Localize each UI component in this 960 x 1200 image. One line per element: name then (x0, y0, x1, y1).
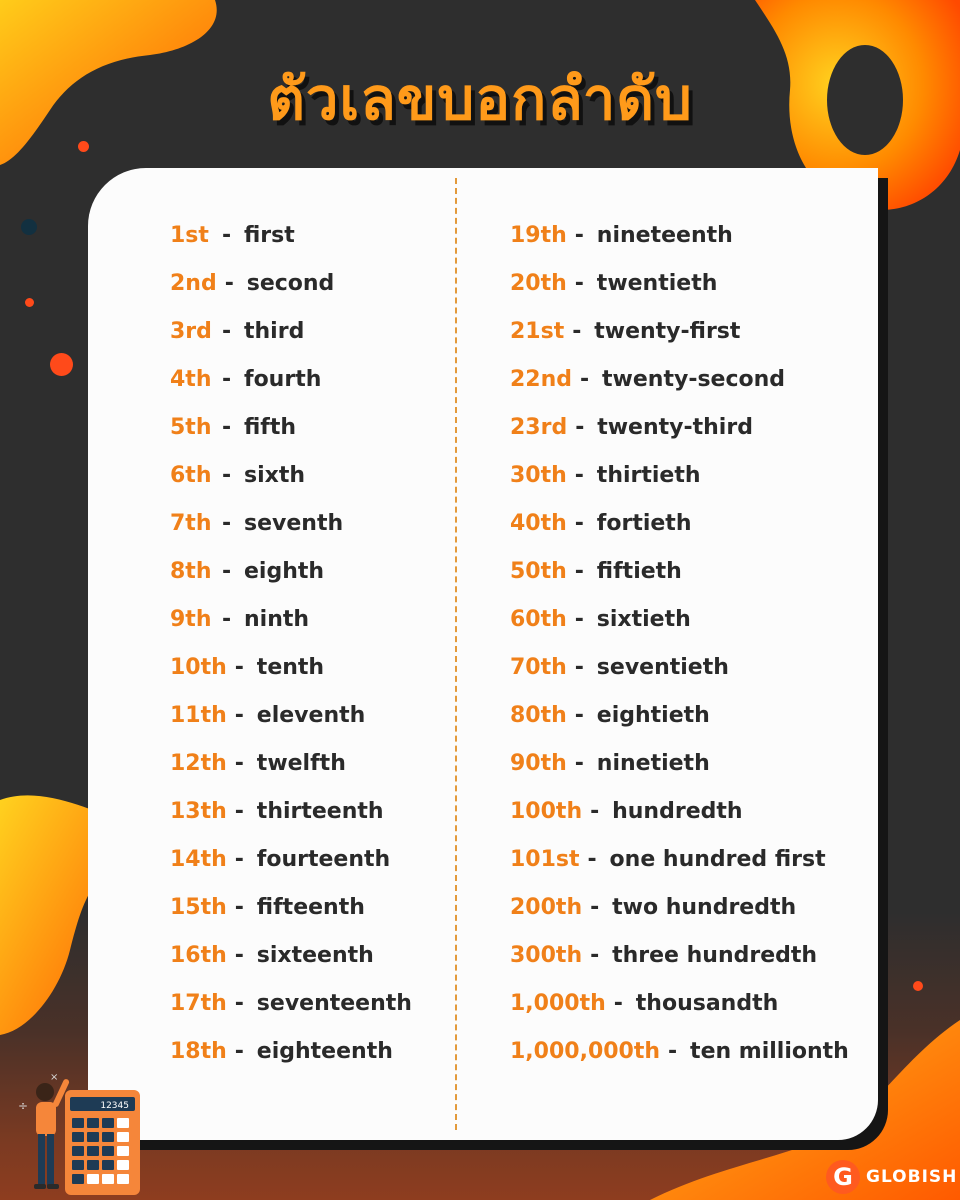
ordinal-number: 17th (170, 991, 227, 1016)
separator-dash: - (590, 895, 600, 920)
ordinal-number: 3rd (170, 319, 212, 344)
ordinal-number: 12th (170, 751, 227, 776)
separator-dash: - (590, 943, 600, 968)
ordinal-word: fifth (244, 415, 297, 440)
ordinal-word: fourth (244, 367, 322, 392)
separator-dash: - (222, 415, 232, 440)
separator-dash: - (234, 847, 244, 872)
ordinal-word: twelfth (256, 751, 346, 776)
separator-dash: - (613, 991, 623, 1016)
ordinal-number: 16th (170, 943, 227, 968)
separator-dash: - (580, 367, 590, 392)
separator-dash: - (222, 463, 232, 488)
svg-text:×: × (50, 1072, 59, 1083)
separator-dash: - (587, 847, 597, 872)
ordinal-word: eighteenth (256, 1039, 393, 1064)
ordinal-number: 9th (170, 607, 212, 632)
ordinal-word: ninth (244, 607, 310, 632)
ordinal-number: 7th (170, 511, 212, 536)
separator-dash: - (574, 223, 584, 248)
ordinal-word: eleventh (256, 703, 366, 728)
decor-dot (25, 298, 34, 307)
separator-dash: - (574, 271, 584, 296)
separator-dash: - (572, 319, 582, 344)
separator-dash: - (224, 271, 234, 296)
ordinal-number: 20th (510, 271, 567, 296)
ordinal-number: 60th (510, 607, 567, 632)
separator-dash: - (575, 415, 585, 440)
ordinal-number: 30th (510, 463, 567, 488)
ordinal-number: 8th (170, 559, 212, 584)
svg-text:÷: ÷ (18, 1099, 29, 1113)
ordinal-word: sixteenth (256, 943, 374, 968)
ordinal-number: 200th (510, 895, 583, 920)
ordinal-word: hundredth (612, 799, 743, 824)
ordinal-word: three hundredth (612, 943, 818, 968)
globish-logo-mark: G (826, 1160, 860, 1194)
ordinal-number: 23rd (510, 415, 568, 440)
separator-dash: - (234, 895, 244, 920)
ordinal-word: twenty-third (597, 415, 753, 440)
ordinal-word: first (244, 223, 295, 248)
ordinal-word: ninetieth (596, 751, 710, 776)
ordinal-word: ten millionth (690, 1039, 849, 1064)
ordinal-word: nineteenth (596, 223, 733, 248)
separator-dash: - (668, 1039, 678, 1064)
separator-dash: - (574, 511, 584, 536)
calculator-illustration-icon (10, 1070, 145, 1195)
separator-dash: - (574, 463, 584, 488)
ordinal-number: 90th (510, 751, 567, 776)
ordinal-word: seventeenth (256, 991, 412, 1016)
ordinal-word: third (244, 319, 305, 344)
decor-dot (50, 353, 73, 376)
column-divider (455, 178, 457, 1130)
ordinal-number: 1,000th (510, 991, 606, 1016)
ordinal-number: 100th (510, 799, 583, 824)
separator-dash: - (574, 751, 584, 776)
ordinal-word: eighth (244, 559, 325, 584)
ordinal-word: second (246, 271, 335, 296)
ordinal-number: 5th (170, 415, 212, 440)
page-title: ตัวเลขบอกลำดับ (267, 65, 693, 133)
decor-dot (913, 981, 923, 991)
separator-dash: - (234, 703, 244, 728)
ordinal-number: 10th (170, 655, 227, 680)
ordinal-number: 13th (170, 799, 227, 824)
ordinal-word: two hundredth (612, 895, 797, 920)
ordinal-number: 21st (510, 319, 565, 344)
ordinal-number: 1,000,000th (510, 1039, 661, 1064)
separator-dash: - (234, 1039, 244, 1064)
ordinal-number: 300th (510, 943, 583, 968)
separator-dash: - (574, 607, 584, 632)
separator-dash: - (234, 751, 244, 776)
separator-dash: - (234, 655, 244, 680)
ordinal-number: 2nd (170, 271, 217, 296)
ordinal-word: fortieth (596, 511, 692, 536)
ordinal-number: 80th (510, 703, 567, 728)
separator-dash: - (222, 319, 232, 344)
ordinal-word: thirteenth (256, 799, 384, 824)
ordinal-number: 14th (170, 847, 227, 872)
ordinal-number: 22nd (510, 367, 573, 392)
ordinal-word: seventieth (596, 655, 729, 680)
ordinal-word: twenty-first (594, 319, 741, 344)
calculator-display: 12345 (100, 1101, 129, 1111)
ordinal-word: eightieth (596, 703, 710, 728)
ordinal-number: 1st (170, 223, 209, 248)
ordinal-number: 4th (170, 367, 212, 392)
separator-dash: - (222, 607, 232, 632)
ordinal-number: 19th (510, 223, 567, 248)
ordinal-number: 50th (510, 559, 567, 584)
separator-dash: - (234, 943, 244, 968)
ordinal-word: twentieth (596, 271, 718, 296)
ordinal-number: 6th (170, 463, 212, 488)
separator-dash: - (222, 223, 232, 248)
separator-dash: - (574, 559, 584, 584)
separator-dash: - (574, 655, 584, 680)
separator-dash: - (234, 991, 244, 1016)
decor-dot (21, 219, 37, 235)
globish-logo-text: GLOBISH (866, 1167, 958, 1187)
separator-dash: - (590, 799, 600, 824)
ordinal-word: seventh (244, 511, 344, 536)
ordinal-word: thousandth (635, 991, 779, 1016)
ordinal-word: twenty-second (602, 367, 786, 392)
separator-dash: - (234, 799, 244, 824)
ordinal-word: fiftieth (596, 559, 682, 584)
separator-dash: - (222, 511, 232, 536)
separator-dash: - (574, 703, 584, 728)
ordinal-word: sixth (244, 463, 306, 488)
ordinal-number: 101st (510, 847, 580, 872)
ordinal-number: 40th (510, 511, 567, 536)
ordinal-word: tenth (256, 655, 325, 680)
ordinal-word: fourteenth (256, 847, 391, 872)
ordinal-word: one hundred first (609, 847, 826, 872)
ordinal-word: sixtieth (596, 607, 691, 632)
ordinal-number: 18th (170, 1039, 227, 1064)
ordinal-word: thirtieth (596, 463, 701, 488)
ordinal-word: fifteenth (256, 895, 365, 920)
separator-dash: - (222, 367, 232, 392)
ordinal-number: 15th (170, 895, 227, 920)
ordinal-number: 11th (170, 703, 227, 728)
separator-dash: - (222, 559, 232, 584)
ordinal-number: 70th (510, 655, 567, 680)
